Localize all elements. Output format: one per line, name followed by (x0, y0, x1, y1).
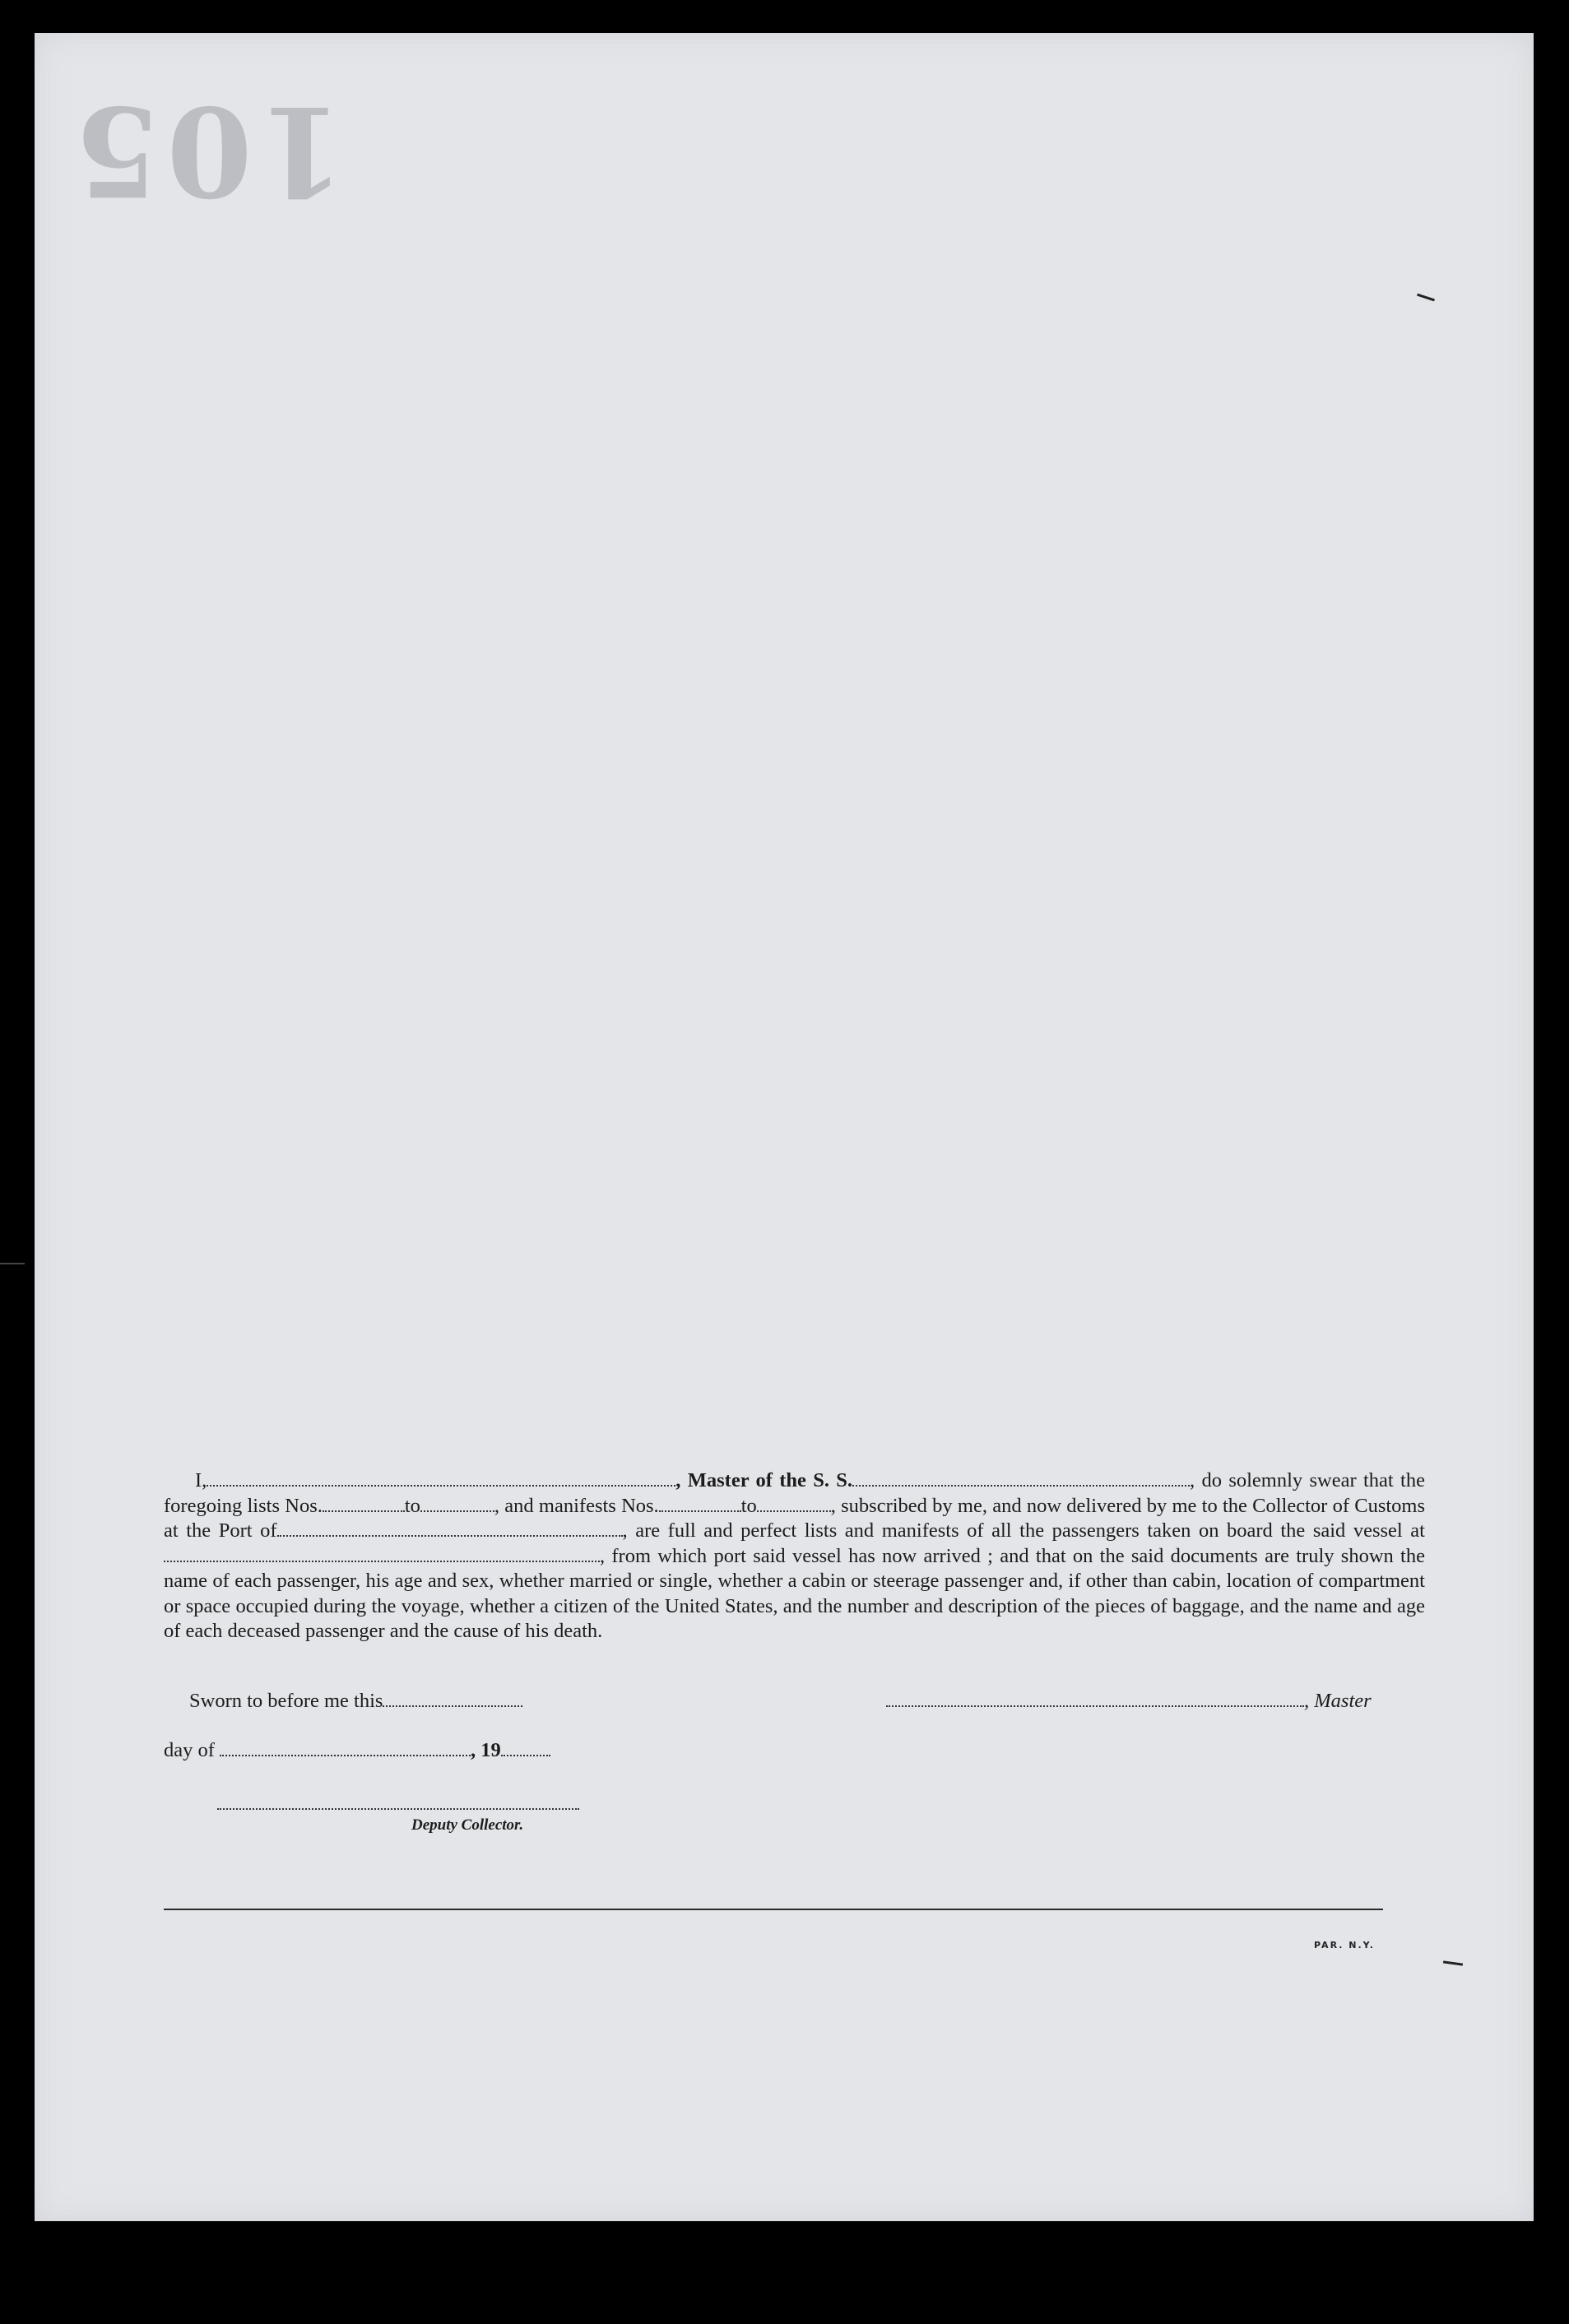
oath-text: , and manifests Nos. (494, 1494, 659, 1517)
oath-text: , subscribed by me, and now delivered by me to the Collector of Customs at the Port of (164, 1494, 1426, 1542)
sworn-line (189, 1690, 522, 1713)
year-label: , 19 (471, 1739, 501, 1761)
margin-mark (1443, 1960, 1463, 1965)
deputy-signature-blank[interactable] (217, 1808, 579, 1810)
manifests-from-blank[interactable] (659, 1496, 741, 1512)
master-signature-blank[interactable] (886, 1691, 1304, 1707)
sworn-label: Sworn to before me this (189, 1690, 383, 1712)
master-name-blank[interactable] (207, 1470, 675, 1487)
year-blank[interactable] (501, 1740, 550, 1756)
ship-name-blank[interactable] (852, 1470, 1190, 1487)
deputy-collector-label: Deputy Collector. (411, 1816, 524, 1834)
oath-text: , Master of the S. S. (675, 1469, 853, 1491)
lists-to-blank[interactable] (420, 1496, 494, 1512)
manifests-to-blank[interactable] (757, 1496, 831, 1512)
printer-mark: PAR. N.Y. (1314, 1940, 1375, 1951)
scan-mark (0, 1263, 25, 1264)
day-of-label: day of (164, 1739, 215, 1761)
master-label: , Master (1304, 1690, 1372, 1712)
oath-text: , from which port said vessel has now arrived ; and that on the said documents are truly shown the name of each passenger, his age and sex, whether married or single, whether a cabin or steerage passenger and, if other than cabin, location of compartment or space occupied during the voyage, whether a citizen of the United States, and the number and description of the pieces of baggage, and the name and age of each deceased passenger and the cause of his death. (164, 1544, 1425, 1642)
horizontal-rule (164, 1909, 1383, 1910)
master-signature-line (886, 1690, 1372, 1713)
oath-text: , do solemnly swear that the foregoing lists Nos. (164, 1469, 1425, 1517)
port-blank[interactable] (277, 1520, 623, 1537)
page-number-stamp: 105 (67, 78, 346, 223)
oath-text: I, (195, 1469, 207, 1491)
month-blank[interactable] (220, 1740, 471, 1756)
document-page (35, 33, 1534, 2221)
oath-text: to (404, 1494, 420, 1517)
oath-text: to (740, 1494, 757, 1517)
margin-mark (1417, 294, 1435, 302)
day-of-line (164, 1739, 550, 1762)
oath-text: , are full and perfect lists and manifests of all the passengers taken on board the said vessel at (622, 1519, 1425, 1542)
departure-port-blank[interactable] (164, 1546, 600, 1562)
sworn-date-blank[interactable] (383, 1691, 522, 1707)
oath-paragraph (164, 1468, 1425, 1644)
lists-from-blank[interactable] (323, 1496, 405, 1512)
